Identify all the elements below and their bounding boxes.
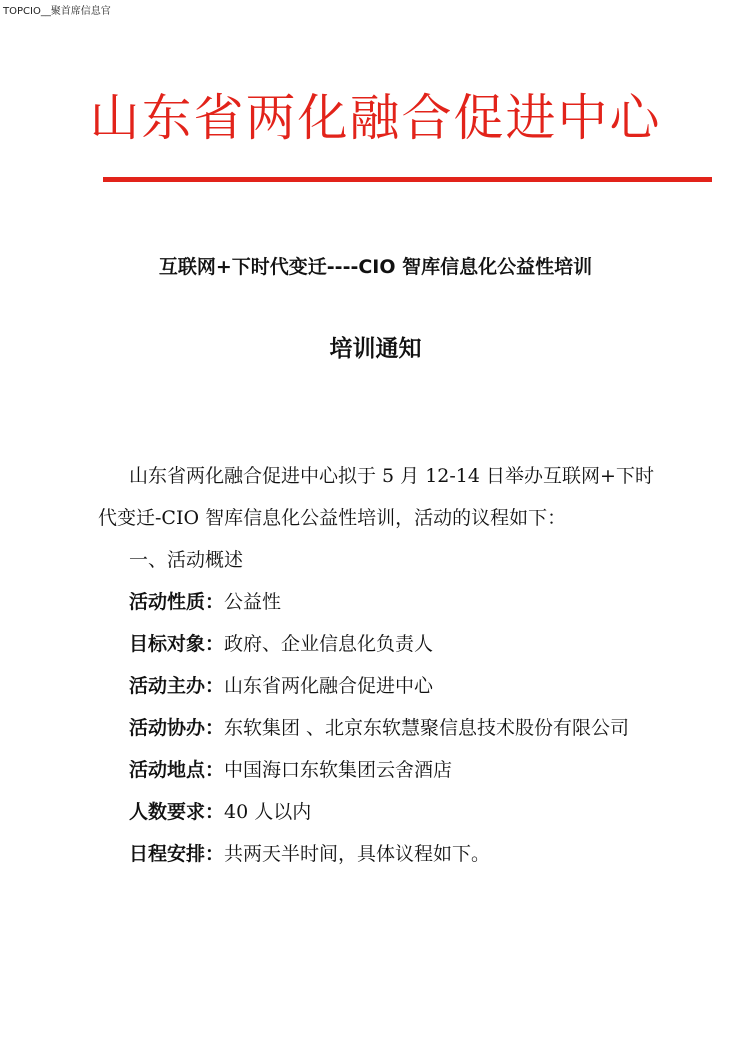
letterhead-red-rule [103, 177, 712, 182]
field-value: 中国海口东软集团云舍酒店 [224, 759, 453, 781]
field-label: 人数要求： [129, 801, 225, 823]
field-row-nature [98, 581, 658, 623]
field-label: 目标对象： [129, 633, 225, 655]
org-letterhead-title: 山东省两化融合促进中心 [89, 89, 662, 147]
field-value: 东软集团 、北京东软慧聚信息技术股份有限公司 [224, 717, 630, 739]
intro-paragraph: 山东省两化融合促进中心拟于 5 月 12-14 日举办互联网+下时代变迁-CIO 智库信息化公益性培训，活动的议程如下： [98, 465, 654, 529]
field-row-host [98, 665, 658, 707]
field-row-audience [98, 623, 658, 665]
field-row-venue [98, 749, 658, 791]
field-value: 公益性 [224, 591, 282, 613]
field-row-co-host [98, 707, 658, 749]
notice-body [98, 455, 658, 875]
field-label: 活动性质： [129, 591, 225, 613]
field-label: 活动主办： [129, 675, 225, 697]
watermark-text: TOPCIO__聚首席信息官 [3, 6, 111, 17]
field-value: 共两天半时间，具体议程如下。 [224, 843, 491, 865]
event-title: 互联网+下时代变迁----CIO 智库信息化公益性培训 [158, 256, 593, 278]
field-value: 政府、企业信息化负责人 [224, 633, 434, 655]
notice-title: 培训通知 [329, 336, 422, 362]
field-label: 活动协办： [129, 717, 225, 739]
field-row-schedule [98, 833, 658, 875]
field-label: 活动地点： [129, 759, 225, 781]
section-heading-overview: 一、活动概述 [129, 549, 244, 571]
field-value: 40 人以内 [224, 801, 312, 823]
field-value: 山东省两化融合促进中心 [224, 675, 434, 697]
field-row-capacity [98, 791, 658, 833]
field-label: 日程安排： [129, 843, 225, 865]
